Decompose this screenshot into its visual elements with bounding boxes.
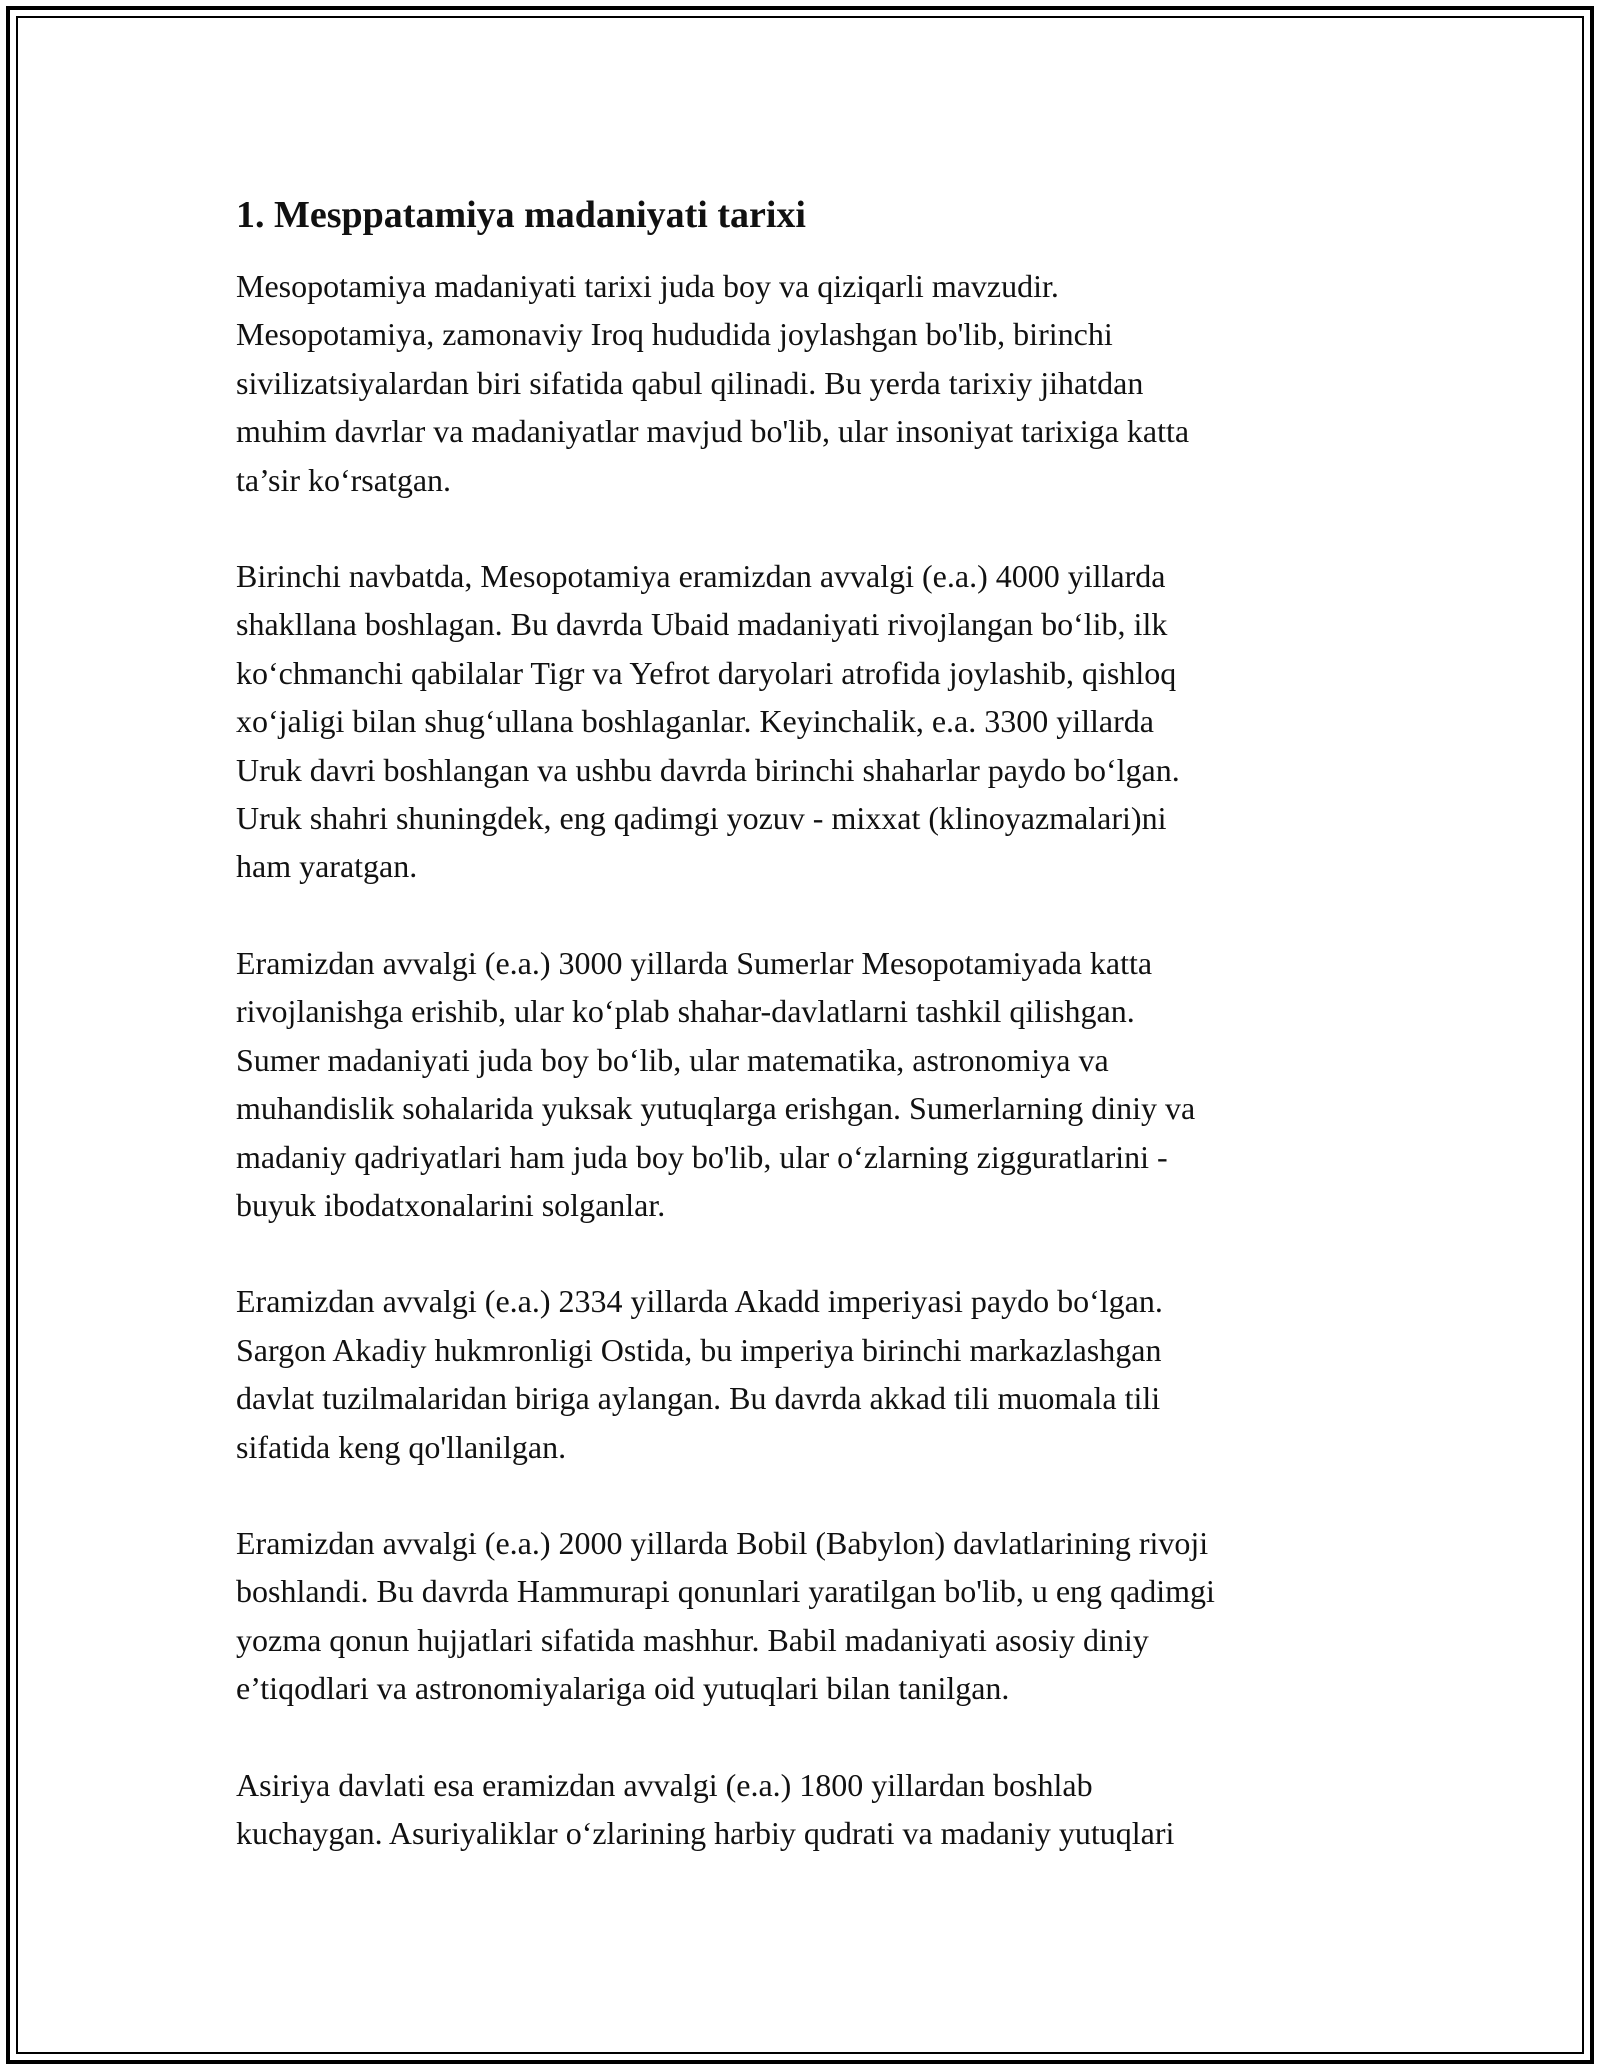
text-line: Sumer madaniyati juda boy bo‘lib, ular matematika, astronomiya va <box>236 1041 1109 1078</box>
text-line: sivilizatsiyalardan biri sifatida qabul qilinadi. Bu yerda tarixiy jihatdan <box>236 364 1144 401</box>
text-line: e’tiqodlari va astronomiyalariga oid yutuqlari bilan tanilgan. <box>236 1670 1010 1707</box>
text-line: Asiriya davlati esa eramizdan avvalgi (e.a.) 1800 yillardan boshlab <box>236 1766 1093 1803</box>
text-line: Uruk shahri shuningdek, eng qadimgi yozuv - mixxat (klinoyazmalari)ni <box>236 800 1167 837</box>
text-line: Sargon Akadiy hukmronligi Ostida, bu imperiya birinchi markazlashgan <box>236 1331 1162 1368</box>
document-title: 1. Mesppatamiya madaniyati tarixi <box>236 194 806 236</box>
document-body <box>236 188 1386 1905</box>
text-line: yozma qonun hujjatlari sifatida mashhur. Babil madaniyati asosiy diniy <box>236 1621 1149 1658</box>
paragraph-1 <box>236 262 1386 504</box>
text-line: shakllana boshlagan. Bu davrda Ubaid madaniyati rivojlangan bo‘lib, ilk <box>236 606 1168 643</box>
text-line: muhandislik sohalarida yuksak yutuqlarga erishgan. Sumerlarning diniy va <box>236 1090 1196 1127</box>
text-line: Eramizdan avvalgi (e.a.) 2000 yillarda Bobil (Babylon) davlatlarining rivoji <box>236 1524 1209 1561</box>
text-line: rivojlanishga erishib, ular ko‘plab shahar-davlatlarni tashkil qilishgan. <box>236 993 1135 1030</box>
text-line: Mesopotamiya madaniyati tarixi juda boy va qiziqarli mavzudir. <box>236 268 1059 304</box>
text-line: ko‘chmanchi qabilalar Tigr va Yefrot daryolari atrofida joylashib, qishloq <box>236 654 1177 691</box>
text-line: Eramizdan avvalgi (e.a.) 3000 yillarda Sumerlar Mesopotamiyada katta <box>236 944 1153 981</box>
text-line: buyuk ibodatxonalarini solganlar. <box>236 1186 666 1223</box>
text-line: ta’sir ko‘rsatgan. <box>236 461 452 498</box>
text-line: Birinchi navbatda, Mesopotamiya eramizdan avvalgi (e.a.) 4000 yillarda <box>236 558 1166 595</box>
text-line: Uruk davri boshlangan va ushbu davrda birinchi shaharlar paydo bo‘lgan. <box>236 751 1180 788</box>
text-line: Mesopotamiya, zamonaviy Iroq hududida joylashgan bo'lib, birinchi <box>236 316 1113 353</box>
text-line: kuchaygan. Asuriyaliklar o‘zlarining harbiy qudrati va madaniy yutuqlari <box>236 1814 1175 1851</box>
paragraph-6 <box>236 1761 1386 1858</box>
text-line: ham yaratgan. <box>236 848 418 885</box>
text-line: xo‘jaligi bilan shug‘ullana boshlaganlar. Keyinchalik, e.a. 3300 yillarda <box>236 703 1154 740</box>
text-line: davlat tuzilmalaridan biriga aylangan. Bu davrda akkad tili muomala tili <box>236 1380 1161 1417</box>
text-line: boshlandi. Bu davrda Hammurapi qonunlari yaratilgan bo'lib, u eng qadimgi <box>236 1573 1215 1610</box>
paragraph-4 <box>236 1277 1386 1471</box>
text-line: madaniy qadriyatlari ham juda boy bo'lib, ular o‘zlarning zigguratlarini - <box>236 1138 1168 1175</box>
paragraph-2 <box>236 552 1386 891</box>
text-line: muhim davrlar va madaniyatlar mavjud bo'lib, ular insoniyat tarixiga katta <box>236 413 1190 450</box>
text-line: Eramizdan avvalgi (e.a.) 2334 yillarda Akadd imperiyasi paydo bo‘lgan. <box>236 1283 1163 1320</box>
text-line: sifatida keng qo'llanilgan. <box>236 1428 567 1465</box>
paragraph-3 <box>236 939 1386 1229</box>
paragraph-5 <box>236 1519 1386 1713</box>
